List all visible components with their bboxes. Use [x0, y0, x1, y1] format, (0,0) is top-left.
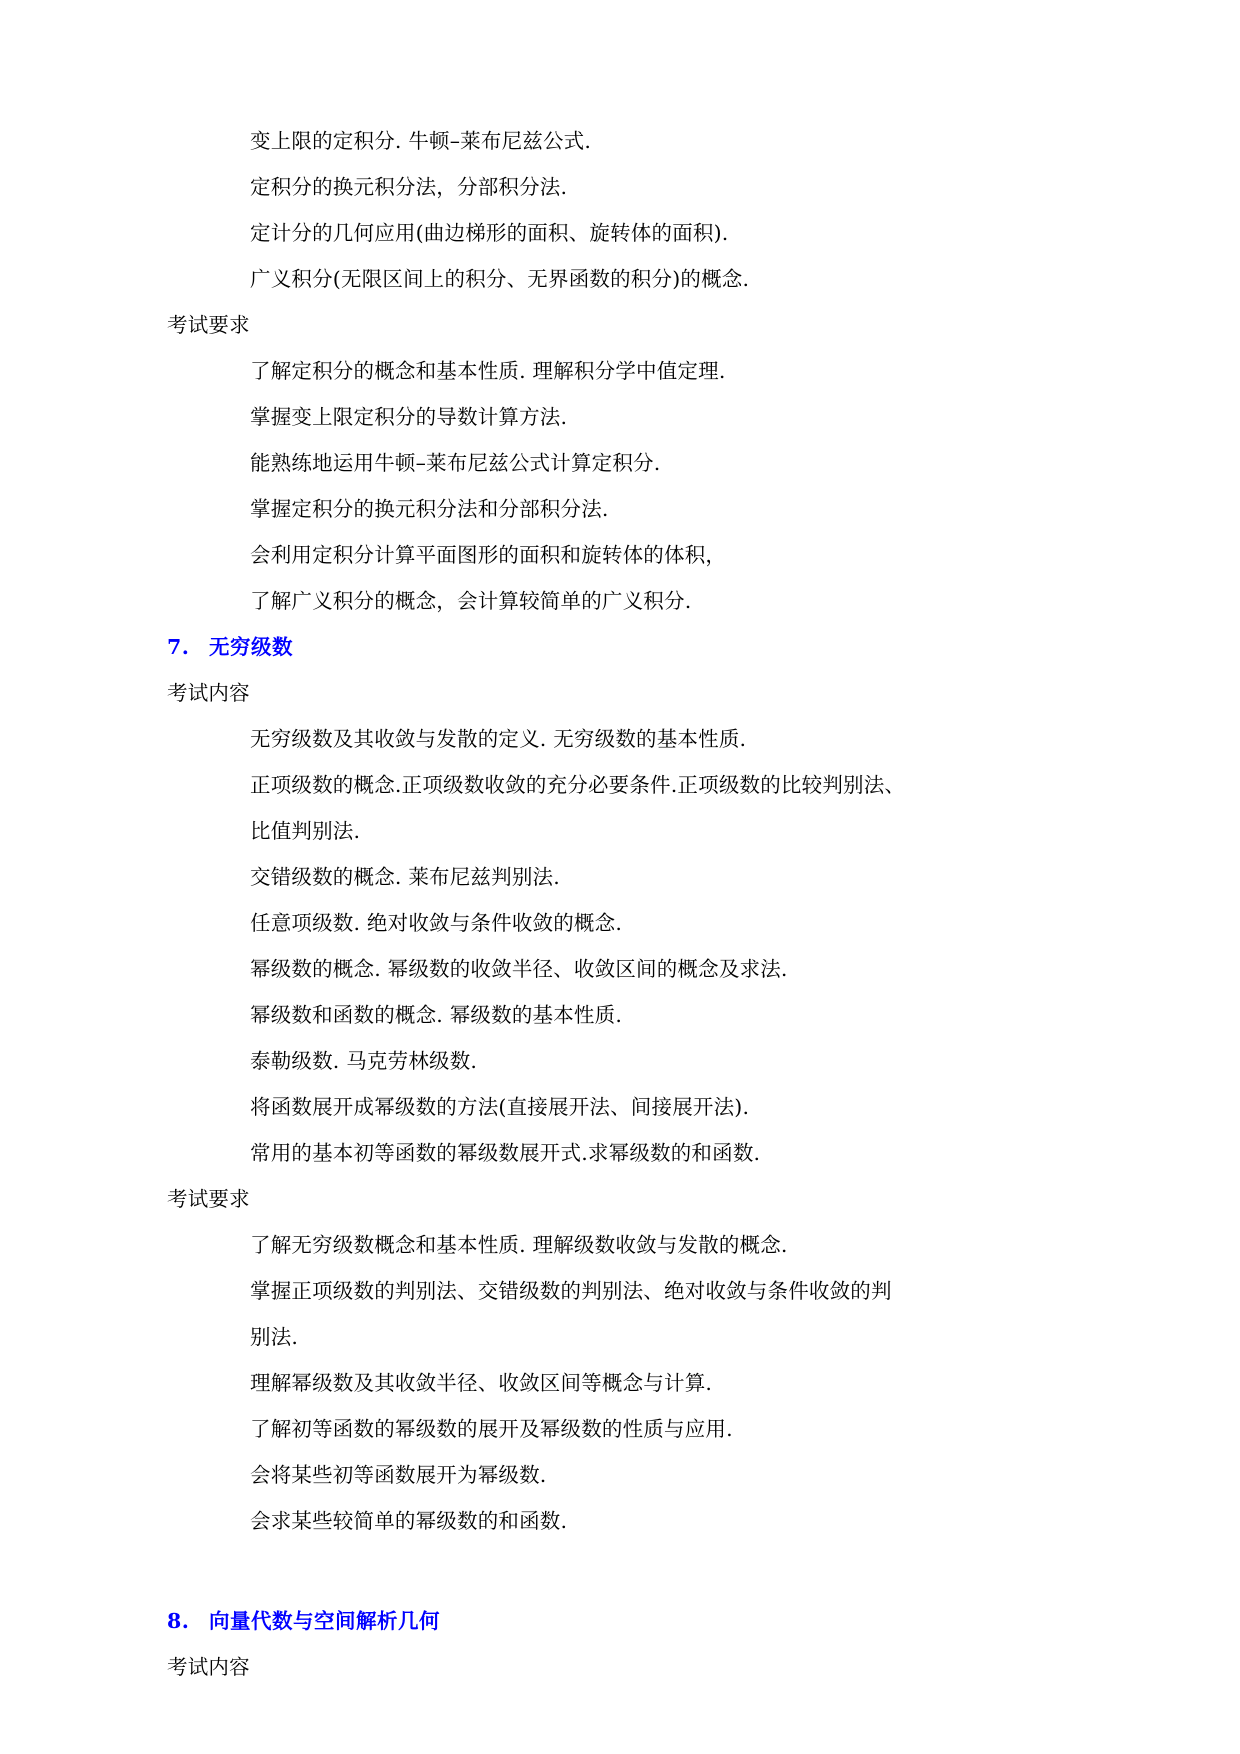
section-heading [145, 624, 1120, 670]
sub-heading: 考试要求 [167, 313, 250, 337]
body-line: 任意项级数. 绝对收敛与条件收敛的概念. [250, 911, 623, 935]
body-line: 变上限的定积分. 牛顿–莱布尼兹公式. [250, 129, 592, 153]
sub-heading: 考试内容 [167, 1655, 250, 1679]
body-line: 掌握正项级数的判别法、交错级数的判别法、绝对收敛与条件收敛的判 [250, 1279, 892, 1303]
body-line: 会利用定积分计算平面图形的面积和旋转体的体积， [250, 543, 727, 567]
document-content [145, 118, 1120, 1690]
body-line: 别法. [250, 1325, 299, 1349]
body-line: 能熟练地运用牛顿–莱布尼兹公式计算定积分. [250, 451, 661, 475]
section-title: 无穷级数 [209, 635, 293, 659]
body-line: 掌握变上限定积分的导数计算方法. [250, 405, 568, 429]
body-line: 常用的基本初等函数的幂级数展开式.求幂级数的和函数. [250, 1141, 761, 1165]
body-line: 泰勒级数. 马克劳林级数. [250, 1049, 478, 1073]
body-line: 幂级数的概念. 幂级数的收敛半径、收敛区间的概念及求法. [250, 957, 788, 981]
body-line: 广义积分(无限区间上的积分、无界函数的积分)的概念. [250, 267, 750, 291]
section-number: 8. [167, 1609, 190, 1633]
body-line: 正项级数的概念.正项级数收敛的充分必要条件.正项级数的比较判别法、 [250, 773, 906, 797]
body-line: 会将某些初等函数展开为幂级数. [250, 1463, 547, 1487]
section-title: 向量代数与空间解析几何 [209, 1609, 440, 1633]
body-line: 了解初等函数的幂级数的展开及幂级数的性质与应用. [250, 1417, 733, 1441]
body-line: 了解广义积分的概念，会计算较简单的广义积分. [250, 589, 692, 613]
body-line: 定积分的换元积分法，分部积分法. [250, 175, 568, 199]
body-line: 交错级数的概念. 莱布尼兹判别法. [250, 865, 560, 889]
vertical-spacer [145, 1544, 1120, 1598]
sub-heading: 考试内容 [167, 681, 250, 705]
sub-heading: 考试要求 [167, 1187, 250, 1211]
body-line: 无穷级数及其收敛与发散的定义. 无穷级数的基本性质. [250, 727, 747, 751]
body-line: 定计分的几何应用(曲边梯形的面积、旋转体的面积). [250, 221, 729, 245]
body-line: 掌握定积分的换元积分法和分部积分法. [250, 497, 609, 521]
body-line: 比值判别法. [250, 819, 361, 843]
section-heading [145, 1598, 1120, 1644]
section-number: 7. [167, 635, 190, 659]
body-line: 了解定积分的概念和基本性质. 理解积分学中值定理. [250, 359, 726, 383]
body-line: 会求某些较简单的幂级数的和函数. [250, 1509, 568, 1533]
body-line: 理解幂级数及其收敛半径、收敛区间等概念与计算. [250, 1371, 713, 1395]
body-line: 幂级数和函数的概念. 幂级数的基本性质. [250, 1003, 623, 1027]
body-line: 了解无穷级数概念和基本性质. 理解级数收敛与发散的概念. [250, 1233, 788, 1257]
body-line: 将函数展开成幂级数的方法(直接展开法、间接展开法). [250, 1095, 750, 1119]
